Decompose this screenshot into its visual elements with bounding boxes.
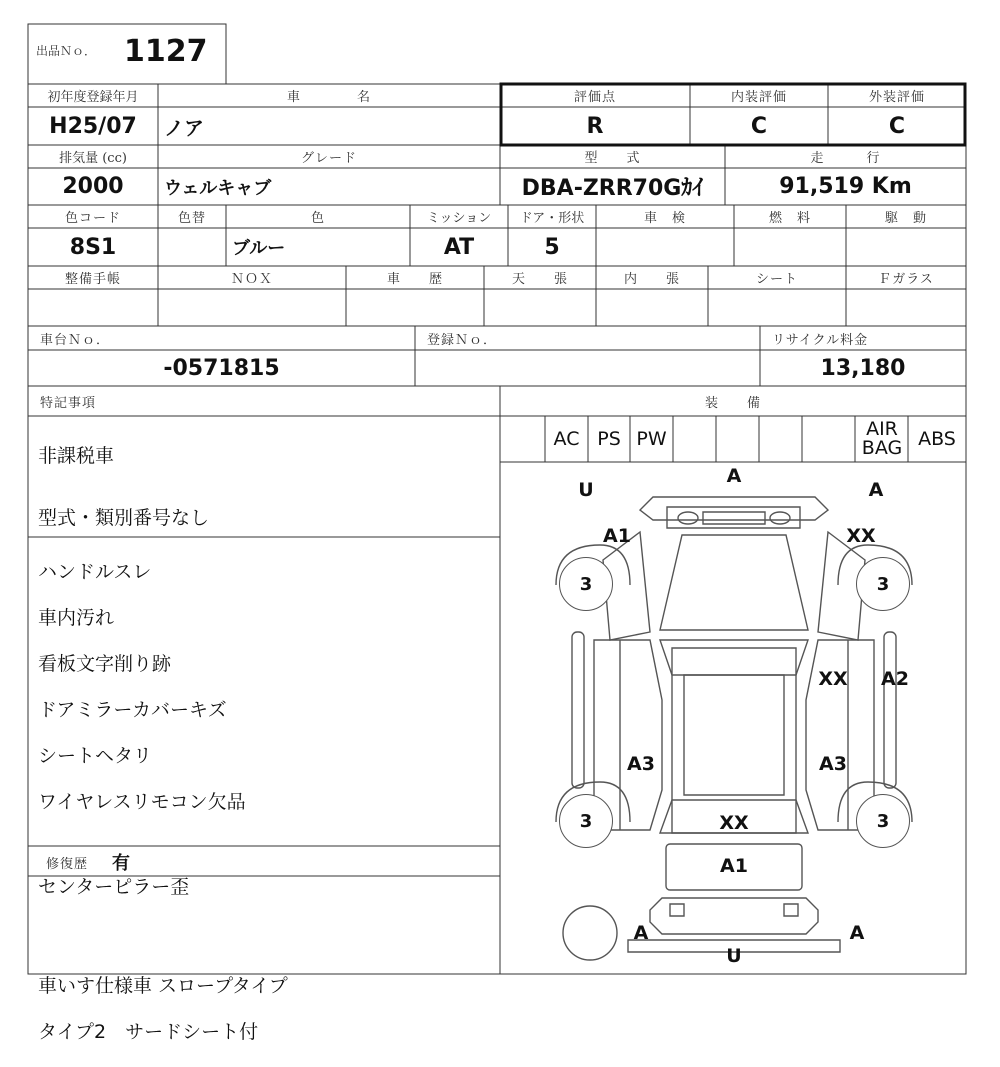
mark-front-bumper: A (726, 465, 742, 487)
mark-right-front-door: XX (818, 668, 848, 690)
equipment-abs: ABS (918, 427, 956, 450)
note-line: 車内汚れ (38, 607, 115, 629)
label-repair-history: 修復歴 (46, 856, 89, 872)
mark-front-left-corner: U (578, 479, 594, 501)
label-displacement: 排気量 (cc) (59, 151, 127, 166)
mark-front-right-corner: A (868, 479, 884, 501)
first-registration: H25/07 (49, 113, 137, 139)
mark-right-rear-door: A3 (819, 753, 847, 775)
repair-history-value: 有 (112, 853, 130, 874)
note-line (38, 837, 493, 860)
interior-value: C (750, 113, 768, 139)
notes-block-1 (38, 422, 493, 532)
exterior-value: C (888, 113, 906, 139)
color-change (158, 228, 226, 266)
car-diagram (501, 462, 965, 974)
note-line: シートヘタリ (38, 745, 153, 767)
note-line (38, 929, 493, 952)
note-line: 車いす仕様車 スロープタイプ (38, 975, 288, 997)
tire-front-right: 3 (856, 557, 910, 611)
label-interior: 内装評価 (730, 90, 787, 105)
label-registration-no: 登録Ｎｏ． (427, 332, 498, 348)
doors: 5 (544, 234, 560, 260)
label-headliner: 天 張 (511, 272, 568, 287)
label-recycle-fee: リサイクル料金 (772, 332, 869, 348)
note-line: ハンドルスレ (38, 561, 152, 583)
equipment-slot-7 (759, 416, 802, 462)
label-drive: 駆 動 (884, 211, 927, 226)
mission: AT (443, 234, 475, 260)
label-color-change: 色替 (177, 211, 206, 226)
equipment-ac: AC (553, 427, 580, 450)
mark-left-rear-door: A3 (627, 753, 655, 775)
label-doors: ドア・形状 (519, 211, 585, 226)
inspection (596, 228, 734, 266)
label-inspection: 車 検 (643, 211, 686, 226)
mark-right-front-fender: XX (846, 525, 876, 547)
model-code: DBA-ZRR70Gｶｲ (521, 176, 704, 201)
note-line: 非課税車 (38, 445, 115, 467)
label-equipment: 装 備 (704, 395, 761, 411)
mark-rear-left-corner: A (633, 922, 649, 944)
label-seat: シート (755, 272, 798, 287)
label-fuel: 燃 料 (768, 211, 811, 226)
label-car-name: 車 名 (286, 90, 371, 105)
lot-label: 出品Ｎｏ． (36, 43, 97, 58)
tire-rear-left: 3 (559, 794, 613, 848)
label-exterior: 外装評価 (868, 90, 925, 105)
label-model: 型 式 (584, 151, 641, 166)
tire-rear-right: 3 (856, 794, 910, 848)
note-line: ワイヤレスリモコン欠品 (38, 791, 246, 813)
equipment-pw: PW (636, 427, 667, 450)
mark-left-front-fender: A1 (603, 525, 631, 547)
label-color: 色 (310, 211, 325, 226)
color-code: 8S1 (69, 234, 117, 260)
recycle-fee: 13,180 (820, 355, 906, 381)
mileage: 91,519 Km (779, 174, 912, 199)
equipment-slot-5 (673, 416, 716, 462)
label-front-glass: Ｆガラス (878, 272, 934, 287)
label-color-code: 色コード (64, 211, 121, 226)
mark-back-door: A1 (720, 855, 748, 877)
label-chassis-no: 車台Ｎｏ． (40, 332, 111, 348)
grade: ウェルキャブ (164, 177, 272, 199)
label-maintenance-book: 整備手帳 (64, 272, 121, 287)
label-notes: 特記事項 (40, 395, 97, 411)
mark-rear-glass: XX (719, 812, 749, 834)
color: ブルー (232, 238, 286, 259)
note-line: 看板文字削り跡 (38, 653, 172, 675)
lot-number: 1127 (124, 33, 208, 69)
car-name: ノア (164, 115, 204, 140)
displacement: 2000 (62, 174, 124, 199)
label-interior-trim: 内 張 (623, 272, 680, 287)
label-mission: ミッション (426, 211, 492, 226)
registration-no (415, 350, 760, 386)
label-mileage: 走 行 (810, 151, 881, 166)
fuel (734, 228, 846, 266)
label-history: 車 歴 (386, 272, 443, 287)
mark-rear-right-corner: A (849, 922, 865, 944)
label-first-registration: 初年度登録年月 (47, 90, 139, 105)
equipment-airbag: AIR BAG (861, 418, 903, 459)
drive (846, 228, 966, 266)
score-value: R (586, 113, 604, 139)
mark-rear-bumper: U (726, 945, 742, 967)
mark-right-step: A2 (881, 668, 909, 690)
label-nox: ＮＯＸ (230, 272, 273, 287)
equipment-slot-8 (802, 416, 855, 462)
equipment-ps: PS (597, 427, 621, 450)
label-grade: グレード (300, 151, 357, 166)
note-line: タイプ2 サードシート付 (38, 1021, 259, 1043)
chassis-no: -0571815 (163, 355, 280, 381)
equipment-slot-6 (716, 416, 759, 462)
repair-detail: センターピラー歪 (38, 876, 190, 898)
label-score: 評価点 (573, 90, 616, 105)
tire-front-left: 3 (559, 557, 613, 611)
equipment-slot-1 (500, 416, 545, 462)
note-line: 型式・類別番号なし (38, 507, 210, 529)
note-line: ドアミラーカバーキズ (38, 699, 227, 721)
